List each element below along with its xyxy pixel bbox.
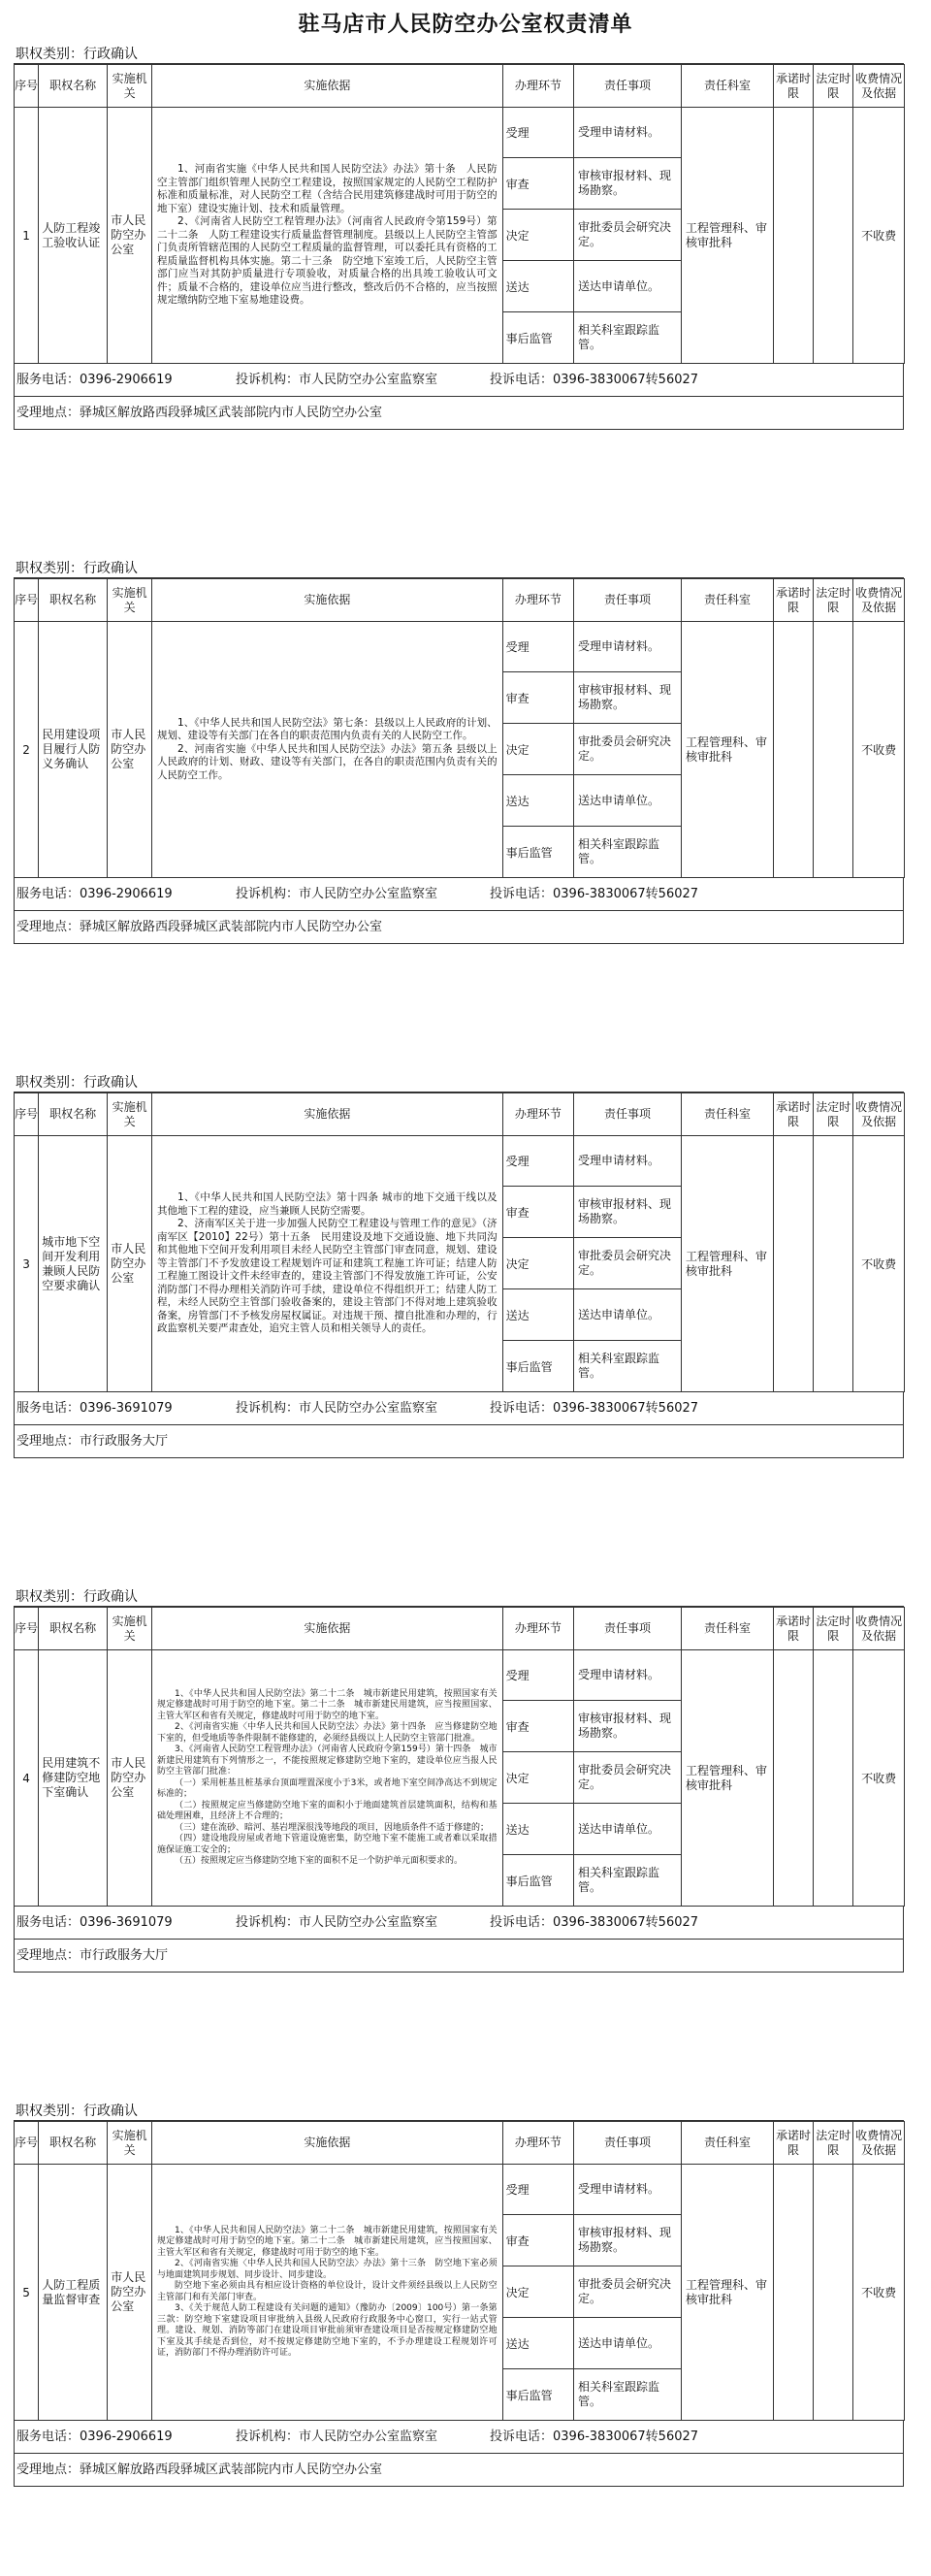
- column-header: 收费情况及依据: [853, 1608, 905, 1650]
- process-step: 送达: [502, 775, 573, 827]
- process-step: 事后监管: [502, 827, 573, 878]
- column-header: 序号: [15, 1608, 39, 1650]
- column-header: 责任科室: [681, 579, 773, 622]
- implementing-org: 市人民防空办公室: [108, 1136, 152, 1392]
- basis-paragraph: 1、河南省实施《中华人民共和国人民防空法》办法》第十条 人民防空主管部门组织管理人民防空工程建设，按照国家规定的人民防空工程防护标准和质量标准，对人民防空工程（含结合民用建筑修建战时可用于防空的地下室）建设实施计划、技术和质量管理。: [156, 163, 498, 214]
- responsibility-item: 审批委员会研究决定。: [573, 1238, 681, 1289]
- row-index: 3: [15, 1136, 39, 1392]
- category-label: 职权类别：行政确认: [14, 1587, 904, 1607]
- power-section: [14, 2102, 904, 2487]
- table-row: [15, 1650, 905, 1701]
- process-step: 事后监管: [502, 1855, 573, 1907]
- basis-paragraph: （五）按照规定应当修建防空地下室的面积不足一个防护单元面积要求的。: [174, 1856, 463, 1866]
- table-header-row: [15, 1093, 905, 1136]
- responsibility-item: 审批委员会研究决定。: [573, 1752, 681, 1804]
- responsibility-item: 相关科室跟踪监管。: [573, 1855, 681, 1907]
- responsible-dept: 工程管理科、审核审批科: [681, 2165, 773, 2421]
- address-row: 受理地点：市行政服务大厅: [14, 1425, 904, 1458]
- service-phone: 服务电话：0396-3691079: [16, 1401, 173, 1416]
- responsibility-item: 相关科室跟踪监管。: [573, 2369, 681, 2421]
- column-header: 办理环节: [502, 1608, 573, 1650]
- column-header: 办理环节: [502, 65, 573, 108]
- responsible-dept: 工程管理科、审核审批科: [681, 1136, 773, 1392]
- complaint-phone: 投诉电话：0396-3830067转56027: [490, 1915, 699, 1930]
- power-name: 民用建设项目履行人防义务确认: [39, 622, 108, 878]
- column-header: 办理环节: [502, 1093, 573, 1136]
- complaint-org: 投诉机构：市人民防空办公室监察室: [236, 2429, 438, 2444]
- process-step: 审查: [502, 158, 573, 210]
- responsibility-item: 相关科室跟踪监管。: [573, 312, 681, 364]
- column-header: 责任事项: [573, 65, 681, 108]
- row-index: 2: [15, 622, 39, 878]
- implementing-org: 市人民防空办公室: [108, 108, 152, 364]
- address-row: 受理地点：市行政服务大厅: [14, 1940, 904, 1973]
- implementing-org: 市人民防空办公室: [108, 622, 152, 878]
- column-header: 实施机关: [108, 1093, 152, 1136]
- column-header: 收费情况及依据: [853, 65, 905, 108]
- responsible-dept: 工程管理科、审核审批科: [681, 108, 773, 364]
- legal-time: [814, 2165, 853, 2421]
- column-header: 承诺时限: [773, 579, 813, 622]
- service-phone: 服务电话：0396-2906619: [16, 887, 173, 901]
- fee-info: 不收费: [853, 108, 905, 364]
- table-row: [15, 108, 905, 158]
- fee-info: 不收费: [853, 1650, 905, 1907]
- basis-paragraph: （四）建设地段房屋或者地下管道设施密集，防空地下室不能施工或者难以采取措施保证施工安全的；: [156, 1834, 498, 1855]
- column-header: 序号: [15, 65, 39, 108]
- process-step: 送达: [502, 2318, 573, 2369]
- column-header: 实施依据: [151, 1093, 502, 1136]
- column-header: 责任事项: [573, 579, 681, 622]
- process-step: 审查: [502, 2215, 573, 2266]
- column-header: 承诺时限: [773, 1608, 813, 1650]
- process-step: 送达: [502, 261, 573, 312]
- column-header: 责任科室: [681, 2122, 773, 2165]
- process-step: 受理: [502, 622, 573, 672]
- basis-paragraph: 1、《中华人民共和国人民防空法》第十四条 城市的地下交通干线以及其他地下工程的建设，应当兼顾人民防空需要。: [156, 1191, 498, 1217]
- column-header: 职权名称: [39, 2122, 108, 2165]
- responsibility-item: 审核审报材料、现场勘察。: [573, 672, 681, 724]
- responsibility-item: 受理申请材料。: [573, 2165, 681, 2215]
- service-phone: 服务电话：0396-2906619: [16, 2429, 173, 2444]
- responsibility-item: 送达申请单位。: [573, 775, 681, 827]
- process-step: 受理: [502, 108, 573, 158]
- basis-paragraph: 1、《中华人民共和国人民防空法》第二十二条 城市新建民用建筑，按照国家有关规定修建战时可用于防空的地下室。第二十二条 城市新建民用建筑，应当按照国家、主管大军区和省有关规定，修建战时可用于防空的地下室。: [156, 2225, 498, 2258]
- basis-paragraph: （二）按照规定应当修建防空地下室的面积小于地面建筑首层建筑面积，结构和基础处理困难，且经济上不合理的；: [156, 1800, 498, 1821]
- column-header: 责任科室: [681, 1608, 773, 1650]
- power-name: 人防工程竣工验收认证: [39, 108, 108, 364]
- service-phone: 服务电话：0396-2906619: [16, 373, 173, 387]
- power-table: [14, 1607, 905, 1907]
- column-header: 职权名称: [39, 579, 108, 622]
- contact-row: [14, 364, 904, 397]
- responsibility-item: 审批委员会研究决定。: [573, 2266, 681, 2318]
- column-header: 职权名称: [39, 1608, 108, 1650]
- column-header: 实施依据: [151, 2122, 502, 2165]
- process-step: 受理: [502, 2165, 573, 2215]
- process-step: 决定: [502, 210, 573, 261]
- process-step: 受理: [502, 1136, 573, 1187]
- power-table: [14, 578, 905, 878]
- page-title: 驻马店市人民防空办公室权责清单: [298, 13, 633, 37]
- row-index: 4: [15, 1650, 39, 1907]
- basis-paragraph: （三）建在流砂、暗河、基岩埋深很浅等地段的项目，因地质条件不适于修建的；: [174, 1822, 489, 1833]
- complaint-phone: 投诉电话：0396-3830067转56027: [490, 1401, 699, 1416]
- promised-time: [773, 2165, 813, 2421]
- address-row: 受理地点：驿城区解放路西段驿城区武装部院内市人民防空办公室: [14, 911, 904, 944]
- legal-time: [814, 1136, 853, 1392]
- implementing-org: 市人民防空办公室: [108, 1650, 152, 1907]
- responsibility-item: 审批委员会研究决定。: [573, 210, 681, 261]
- responsible-dept: 工程管理科、审核审批科: [681, 1650, 773, 1907]
- fee-info: 不收费: [853, 1136, 905, 1392]
- responsibility-item: 受理申请材料。: [573, 1650, 681, 1701]
- basis-paragraph: 2、《河南省人民防空工程管理办法》（河南省人民政府令第159号）第二十二条 人防工程建设实行质量监督管理制度。县级以上人民防空主管部门负责所管辖范围的人民防空工程质量的监督管理，可以委托具有资格的工程质量监督机构具体实施。第二十三条 防空地下室竣工后，人民防空主管部门应当对其防护质量进行专项验收，对质量合格的出具竣工验收认可文件；质量不合格的，建设单位应当进行整改，整改后仍不合格的，应当按照规定缴纳防空地下室易地建设费。: [156, 215, 498, 307]
- responsibility-item: 送达申请单位。: [573, 1804, 681, 1855]
- table-header-row: [15, 65, 905, 108]
- column-header: 责任事项: [573, 1093, 681, 1136]
- fee-info: 不收费: [853, 622, 905, 878]
- process-step: 审查: [502, 672, 573, 724]
- table-row: [15, 2165, 905, 2215]
- category-label: 职权类别：行政确认: [14, 2102, 904, 2121]
- process-step: 决定: [502, 1238, 573, 1289]
- responsibility-item: 受理申请材料。: [573, 1136, 681, 1187]
- row-index: 1: [15, 108, 39, 364]
- complaint-phone: 投诉电话：0396-3830067转56027: [490, 2429, 699, 2444]
- fee-info: 不收费: [853, 2165, 905, 2421]
- responsibility-item: 相关科室跟踪监管。: [573, 1341, 681, 1392]
- responsible-dept: 工程管理科、审核审批科: [681, 622, 773, 878]
- responsibility-item: 相关科室跟踪监管。: [573, 827, 681, 878]
- power-name: 城市地下空间开发利用兼顾人民防空要求确认: [39, 1136, 108, 1392]
- power-section: [14, 1587, 904, 1973]
- column-header: 实施依据: [151, 1608, 502, 1650]
- category-label: 职权类别：行政确认: [14, 559, 904, 578]
- responsibility-item: 审核审报材料、现场勘察。: [573, 1187, 681, 1238]
- implementing-org: 市人民防空办公室: [108, 2165, 152, 2421]
- category-label: 职权类别：行政确认: [14, 1073, 904, 1092]
- process-step: 决定: [502, 724, 573, 775]
- legal-time: [814, 1650, 853, 1907]
- responsibility-item: 送达申请单位。: [573, 1289, 681, 1341]
- table-row: [15, 622, 905, 672]
- category-label: 职权类别：行政确认: [14, 45, 904, 64]
- legal-basis: [151, 1136, 502, 1392]
- power-name: 人防工程质量监督审查: [39, 2165, 108, 2421]
- responsibility-item: 审核审报材料、现场勘察。: [573, 2215, 681, 2266]
- promised-time: [773, 1136, 813, 1392]
- column-header: 承诺时限: [773, 2122, 813, 2165]
- legal-basis: [151, 2165, 502, 2421]
- column-header: 序号: [15, 2122, 39, 2165]
- complaint-org: 投诉机构：市人民防空办公室监察室: [236, 1915, 438, 1930]
- basis-paragraph: 3、《关于规范人防工程建设有关问题的通知》（豫防办〔2009〕100号）第一条第三款：防空地下室建设项目审批纳入县级人民政府行政服务中心窗口，实行一站式管理。建设、规划、消防等部门在建设项目审批前须审查建设项目是否按规定修建防空地下室及其手续是否到位，对不按规定修建防空地下室的，不予办理建设工程规划许可证，消防部门不得办理消防许可证。: [156, 2303, 498, 2358]
- contact-row: [14, 878, 904, 911]
- process-step: 事后监管: [502, 1341, 573, 1392]
- responsibility-item: 审批委员会研究决定。: [573, 724, 681, 775]
- power-name: 民用建筑不修建防空地下室确认: [39, 1650, 108, 1907]
- basis-paragraph: 2、《河南省实施〈中华人民共和国人民防空法〉办法》第十四条 应当修建防空地下室的，但受地质等条件限制不能修建的，必须经县级以上人民防空主管部门批准。: [156, 1722, 498, 1744]
- address-row: 受理地点：驿城区解放路西段驿城区武装部院内市人民防空办公室: [14, 2454, 904, 2487]
- column-header: 责任事项: [573, 1608, 681, 1650]
- table-header-row: [15, 579, 905, 622]
- legal-basis: [151, 622, 502, 878]
- column-header: 实施机关: [108, 65, 152, 108]
- column-header: 办理环节: [502, 579, 573, 622]
- process-step: 决定: [502, 2266, 573, 2318]
- process-step: 事后监管: [502, 2369, 573, 2421]
- process-step: 送达: [502, 1804, 573, 1855]
- complaint-phone: 投诉电话：0396-3830067转56027: [490, 887, 699, 901]
- column-header: 收费情况及依据: [853, 1093, 905, 1136]
- column-header: 实施机关: [108, 1608, 152, 1650]
- process-step: 决定: [502, 1752, 573, 1804]
- column-header: 承诺时限: [773, 65, 813, 108]
- power-table: [14, 1092, 905, 1392]
- column-header: 法定时限: [814, 579, 853, 622]
- column-header: 法定时限: [814, 2122, 853, 2165]
- contact-row: [14, 2421, 904, 2454]
- promised-time: [773, 108, 813, 364]
- column-header: 序号: [15, 1093, 39, 1136]
- column-header: 法定时限: [814, 1093, 853, 1136]
- basis-paragraph: 2、河南省实施《中华人民共和国人民防空法》办法》第五条 县级以上人民政府的计划、财政、建设等有关部门，在各自的职责范围内负责有关的人民防空工作。: [156, 742, 498, 781]
- power-section: [14, 1073, 904, 1458]
- responsibility-item: 受理申请材料。: [573, 622, 681, 672]
- process-step: 送达: [502, 1289, 573, 1341]
- process-step: 审查: [502, 1701, 573, 1752]
- column-header: 承诺时限: [773, 1093, 813, 1136]
- promised-time: [773, 1650, 813, 1907]
- power-section: [14, 45, 904, 430]
- process-step: 事后监管: [502, 312, 573, 364]
- column-header: 责任事项: [573, 2122, 681, 2165]
- column-header: 法定时限: [814, 1608, 853, 1650]
- responsibility-item: 审核审报材料、现场勘察。: [573, 158, 681, 210]
- basis-paragraph: 防空地下室必须由具有相应设计资格的单位设计，设计文件须经县级以上人民防空主管部门和有关部门审查。: [156, 2281, 498, 2302]
- column-header: 收费情况及依据: [853, 579, 905, 622]
- address-row: 受理地点：驿城区解放路西段驿城区武装部院内市人民防空办公室: [14, 397, 904, 430]
- table-header-row: [15, 2122, 905, 2165]
- legal-basis: [151, 108, 502, 364]
- column-header: 法定时限: [814, 65, 853, 108]
- complaint-org: 投诉机构：市人民防空办公室监察室: [236, 887, 438, 901]
- process-step: 审查: [502, 1187, 573, 1238]
- power-table: [14, 64, 905, 364]
- column-header: 实施依据: [151, 65, 502, 108]
- basis-paragraph: 2、济南军区关于进一步加强人民防空工程建设与管理工作的意见》（济南军区【2010】22号）第十五条 民用建设及地下交通设施、地下共同沟和其他地下空间开发利用项目未经人民防空主管部门审查同意，规划、建设等主管部门不予发放建设工程规划许可证和建筑工程施工许可证；结建人防工程施工图设计文件未经审查的，建设主管部门不得发放施工许可证，公安消防部门不得办理相关消防许可手续，建设单位不得组织开工；结建人防工程，未经人民防空主管部门验收备案的，建设主管部门不得对地上建筑验收备案，房管部门不予核发房屋权属证。对违规干预、擅自批准和办理的，行政监察机关要严肃查处，追究主管人员和相关领导人的责任。: [156, 1218, 498, 1335]
- basis-paragraph: 3、《河南省人民防空工程管理办法》（河南省人民政府令第159号）第十四条 城市新建民用建筑有下列情形之一，不能按照规定修建防空地下室的，建设单位应当报人民防空主管部门批准：: [156, 1745, 498, 1777]
- row-index: 5: [15, 2165, 39, 2421]
- power-section: [14, 559, 904, 944]
- promised-time: [773, 622, 813, 878]
- column-header: 收费情况及依据: [853, 2122, 905, 2165]
- responsibility-item: 审核审报材料、现场勘察。: [573, 1701, 681, 1752]
- legal-time: [814, 108, 853, 364]
- basis-paragraph: 2、《河南省实施〈中华人民共和国人民防空法〉办法》第十三条 防空地下室必须与地面建筑同步规划、同步设计、同步建设。: [156, 2259, 498, 2280]
- basis-paragraph: （一）采用桩基且桩基承台顶面埋置深度小于3米，或者地下室空间净高达不到规定标准的；: [156, 1777, 498, 1799]
- column-header: 责任科室: [681, 1093, 773, 1136]
- basis-paragraph: 1、《中华人民共和国人民防空法》第二十二条 城市新建民用建筑，按照国家有关规定修建战时可用于防空的地下室。第二十二条 城市新建民用建筑，应当按照国家、主管大军区和省有关规定，修建战时可用于防空的地下室。: [156, 1688, 498, 1721]
- column-header: 办理环节: [502, 2122, 573, 2165]
- contact-row: [14, 1392, 904, 1425]
- responsibility-item: 送达申请单位。: [573, 261, 681, 312]
- column-header: 责任科室: [681, 65, 773, 108]
- column-header: 职权名称: [39, 1093, 108, 1136]
- responsibility-item: 送达申请单位。: [573, 2318, 681, 2369]
- column-header: 实施机关: [108, 579, 152, 622]
- power-table: [14, 2121, 905, 2421]
- column-header: 序号: [15, 579, 39, 622]
- legal-time: [814, 622, 853, 878]
- column-header: 实施依据: [151, 579, 502, 622]
- legal-basis: [151, 1650, 502, 1907]
- service-phone: 服务电话：0396-3691079: [16, 1915, 173, 1930]
- complaint-org: 投诉机构：市人民防空办公室监察室: [236, 373, 438, 387]
- table-row: [15, 1136, 905, 1187]
- basis-paragraph: 1、《中华人民共和国人民防空法》第七条：县级以上人民政府的计划、规划、建设等有关部门在各自的职责范围内负责有关的人民防空工作。: [156, 716, 498, 742]
- responsibility-item: 受理申请材料。: [573, 108, 681, 158]
- table-header-row: [15, 1608, 905, 1650]
- column-header: 实施机关: [108, 2122, 152, 2165]
- process-step: 受理: [502, 1650, 573, 1701]
- column-header: 职权名称: [39, 65, 108, 108]
- complaint-org: 投诉机构：市人民防空办公室监察室: [236, 1401, 438, 1416]
- contact-row: [14, 1907, 904, 1940]
- complaint-phone: 投诉电话：0396-3830067转56027: [490, 373, 699, 387]
